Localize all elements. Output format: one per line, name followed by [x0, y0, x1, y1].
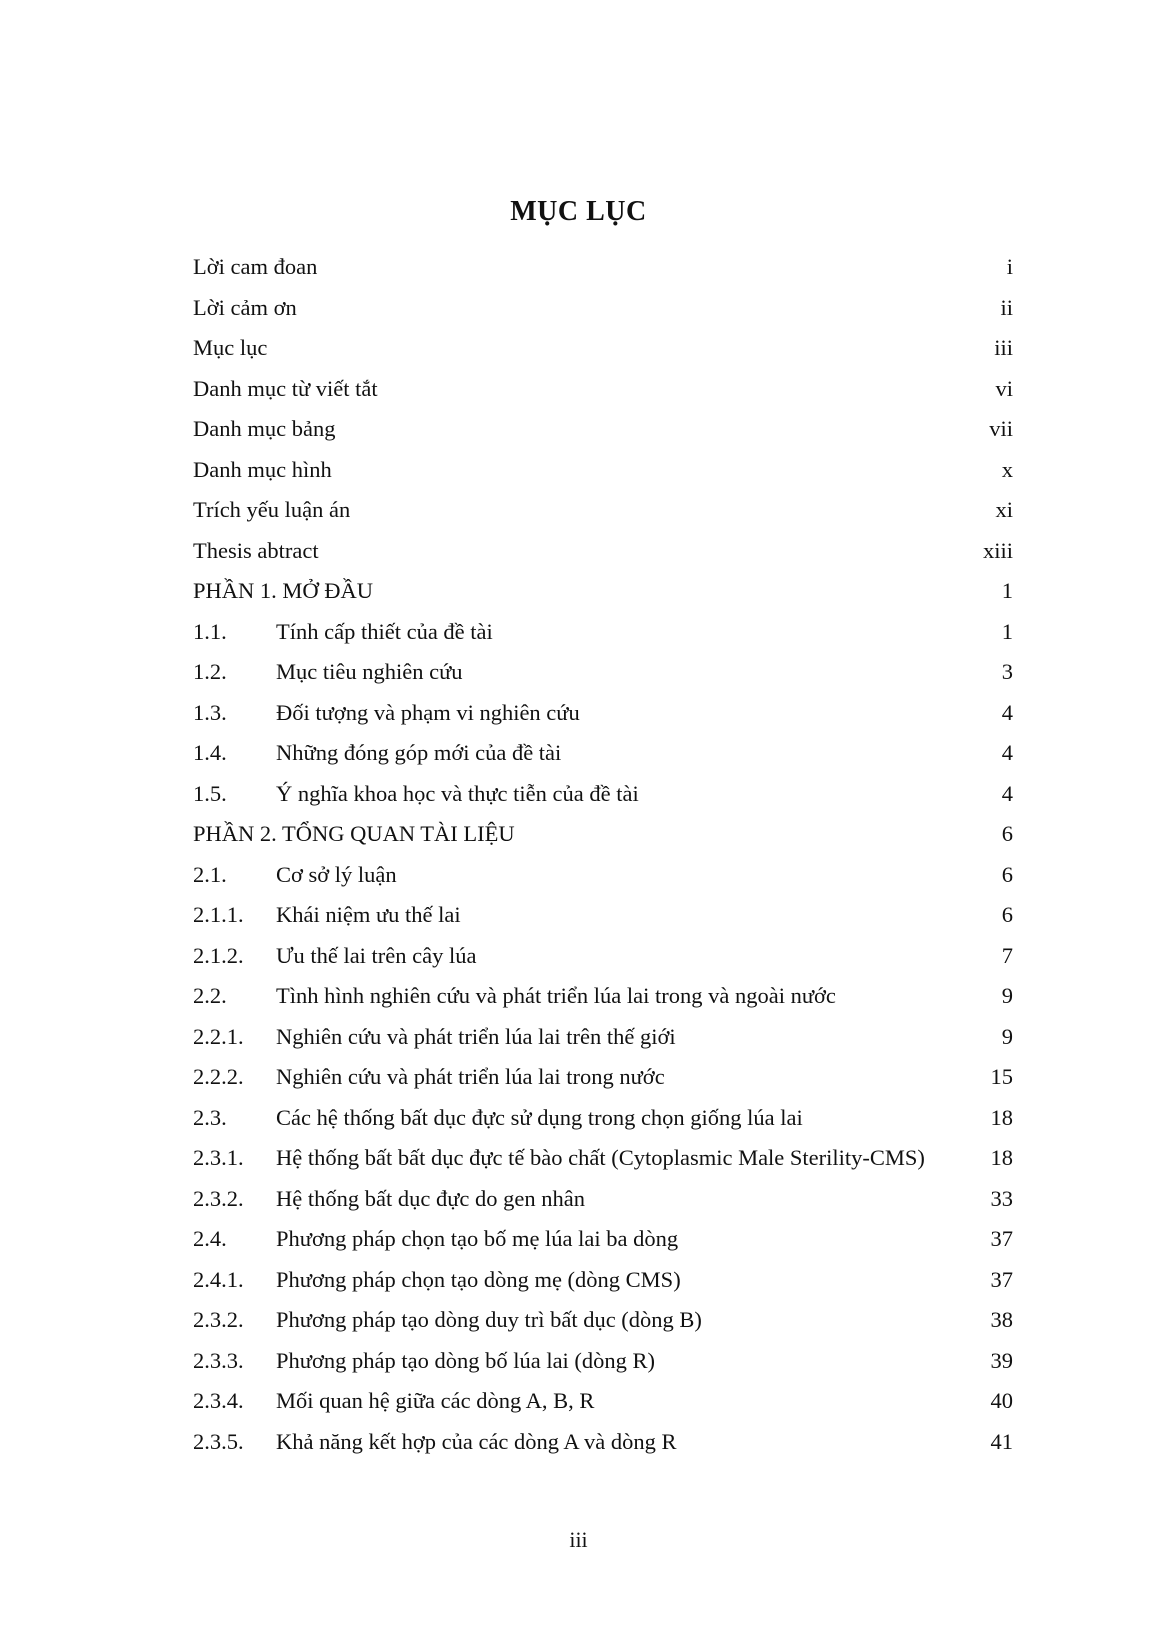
toc-entry-page: 37: [990, 1226, 1013, 1251]
toc-entry-number: 2.4.1.: [193, 1266, 244, 1292]
toc-entry-label: Hệ thống bất dục đực do gen nhân: [276, 1185, 585, 1211]
toc-entry-page: 33: [990, 1185, 1013, 1211]
toc-entry[interactable]: [193, 983, 1013, 1024]
toc-entry-number: 2.4.: [193, 1226, 227, 1251]
toc-entry-page: 4: [1001, 740, 1013, 765]
toc-entry-label: Hệ thống bất bất dục đực tế bào chất (Cytoplasmic Male Sterility-CMS): [276, 1145, 925, 1170]
toc-entry[interactable]: [193, 1024, 1013, 1065]
table-of-contents: [193, 254, 1013, 1469]
toc-entry-number: 2.1.1.: [193, 902, 244, 927]
toc-entry-page: x: [1001, 456, 1013, 482]
toc-entry-label: Ý nghĩa khoa học và thực tiễn của đề tài: [276, 780, 639, 806]
toc-entry-label: Đối tượng và phạm vi nghiên cứu: [276, 699, 580, 725]
toc-entry-page: 39: [990, 1347, 1013, 1373]
toc-entry[interactable]: [193, 1267, 1013, 1308]
toc-entry-page: vi: [995, 375, 1013, 401]
toc-entry-number: 2.3.: [193, 1104, 227, 1130]
toc-entry-label: Danh mục hình: [193, 456, 332, 482]
toc-entry-label: Lời cảm ơn: [193, 294, 297, 320]
toc-entry-page: 4: [1001, 780, 1013, 806]
toc-entry-page: xiii: [982, 537, 1013, 563]
toc-entry-label: Khái niệm ưu thế lai: [276, 902, 461, 927]
toc-entry-page: 38: [990, 1307, 1013, 1332]
toc-entry-page: 4: [1001, 699, 1013, 725]
toc-entry-label: Khả năng kết hợp của các dòng A và dòng R: [276, 1428, 677, 1454]
toc-entry-page: 18: [990, 1145, 1013, 1170]
toc-entry-label: PHẦN 2. TỔNG QUAN TÀI LIỆU: [193, 821, 515, 846]
toc-entry-label: Tình hình nghiên cứu và phát triển lúa lai trong và ngoài nước: [276, 983, 836, 1008]
toc-entry-label: Danh mục bảng: [193, 416, 336, 441]
toc-entry[interactable]: [193, 1186, 1013, 1227]
toc-entry-number: 2.3.5.: [193, 1428, 244, 1454]
toc-entry[interactable]: [193, 700, 1013, 741]
toc-entry-number: 2.3.3.: [193, 1347, 244, 1373]
toc-entry-page: 6: [1001, 821, 1013, 846]
toc-entry[interactable]: [193, 1105, 1013, 1146]
toc-entry-number: 2.1.2.: [193, 942, 244, 968]
toc-entry[interactable]: [193, 821, 1013, 862]
toc-entry[interactable]: [193, 457, 1013, 498]
toc-entry-page: 15: [990, 1064, 1013, 1089]
page-title: MỤC LỤC: [510, 196, 647, 227]
toc-entry[interactable]: [193, 1307, 1013, 1348]
toc-entry-page: 1: [1001, 618, 1013, 644]
toc-entry-label: Mục lục: [193, 335, 268, 360]
toc-entry-label: Tính cấp thiết của đề tài: [276, 618, 493, 644]
toc-entry-label: Phương pháp chọn tạo bố mẹ lúa lai ba dòng: [276, 1226, 679, 1251]
toc-entry-label: Những đóng góp mới của đề tài: [276, 740, 562, 765]
toc-entry-label: Nghiên cứu và phát triển lúa lai trong nước: [276, 1064, 665, 1089]
toc-entry-page: 1: [1001, 578, 1013, 603]
toc-entry[interactable]: [193, 943, 1013, 984]
toc-entry[interactable]: [193, 659, 1013, 700]
toc-entry-page: 40: [990, 1388, 1013, 1413]
toc-entry-page: i: [1006, 254, 1013, 279]
toc-entry-label: Nghiên cứu và phát triển lúa lai trên thế giới: [276, 1023, 676, 1049]
toc-entry[interactable]: [193, 376, 1013, 417]
toc-entry[interactable]: [193, 335, 1013, 376]
toc-entry[interactable]: [193, 254, 1013, 295]
toc-entry-page: 9: [1001, 983, 1013, 1008]
toc-entry-number: 1.4.: [193, 740, 227, 765]
toc-entry-label: Cơ sở lý luận: [276, 861, 397, 887]
toc-entry-page: vii: [989, 416, 1013, 441]
toc-entry[interactable]: [193, 295, 1013, 336]
toc-entry[interactable]: [193, 862, 1013, 903]
toc-entry-label: Phương pháp tạo dòng duy trì bất dục (dòng B): [276, 1307, 702, 1332]
toc-entry[interactable]: [193, 416, 1013, 457]
toc-entry-number: 1.5.: [193, 780, 227, 806]
toc-entry-label: Ưu thế lai trên cây lúa: [276, 942, 477, 968]
toc-entry-number: 2.2.1.: [193, 1023, 244, 1049]
toc-entry[interactable]: [193, 781, 1013, 822]
toc-entry[interactable]: [193, 1429, 1013, 1470]
toc-entry-page: xi: [995, 497, 1013, 522]
toc-entry[interactable]: [193, 538, 1013, 579]
toc-entry-label: Phương pháp tạo dòng bố lúa lai (dòng R): [276, 1347, 656, 1373]
toc-entry[interactable]: [193, 578, 1013, 619]
toc-entry-page: 3: [1001, 659, 1013, 684]
toc-entry-label: PHẦN 1. MỞ ĐẦU: [193, 578, 374, 603]
toc-entry-label: Mối quan hệ giữa các dòng A, B, R: [276, 1388, 595, 1413]
toc-entry-number: 1.2.: [193, 659, 227, 684]
toc-entry-number: 2.1.: [193, 861, 227, 887]
toc-entry-page: 9: [1001, 1023, 1013, 1049]
toc-entry[interactable]: [193, 902, 1013, 943]
toc-entry-number: 2.3.4.: [193, 1388, 244, 1413]
toc-entry-page: 7: [1001, 942, 1013, 968]
toc-entry-number: 2.3.2.: [193, 1307, 244, 1332]
toc-entry-number: 1.1.: [193, 618, 227, 644]
toc-entry[interactable]: [193, 619, 1013, 660]
toc-entry-number: 1.3.: [193, 699, 227, 725]
toc-entry-number: 2.2.2.: [193, 1064, 244, 1089]
toc-entry-page: 41: [990, 1428, 1013, 1454]
toc-entry[interactable]: [193, 1226, 1013, 1267]
toc-entry-label: Thesis abtract: [193, 537, 319, 563]
toc-entry-page: 6: [1001, 861, 1013, 887]
toc-entry[interactable]: [193, 1064, 1013, 1105]
toc-entry-page: ii: [1000, 294, 1013, 320]
toc-entry[interactable]: [193, 1145, 1013, 1186]
toc-entry-page: 6: [1001, 902, 1013, 927]
toc-entry[interactable]: [193, 740, 1013, 781]
toc-entry-label: Mục tiêu nghiên cứu: [276, 659, 463, 684]
toc-entry[interactable]: [193, 1348, 1013, 1389]
toc-entry[interactable]: [193, 497, 1013, 538]
toc-entry-page: 37: [990, 1266, 1013, 1292]
toc-entry-number: 2.2.: [193, 983, 227, 1008]
toc-entry-label: Lời cam đoan: [193, 254, 318, 279]
toc-entry-page: 18: [990, 1104, 1013, 1130]
toc-entry-label: Danh mục từ viết tắt: [193, 375, 378, 401]
toc-entry-number: 2.3.2.: [193, 1185, 244, 1211]
toc-entry-number: 2.3.1.: [193, 1145, 244, 1170]
toc-entry[interactable]: [193, 1388, 1013, 1429]
toc-entry-page: iii: [994, 335, 1013, 360]
toc-entry-label: Phương pháp chọn tạo dòng mẹ (dòng CMS): [276, 1266, 681, 1292]
toc-entry-label: Trích yếu luận án: [193, 497, 351, 522]
toc-entry-label: Các hệ thống bất dục đực sử dụng trong chọn giống lúa lai: [276, 1104, 803, 1130]
page-number: iii: [569, 1527, 588, 1552]
